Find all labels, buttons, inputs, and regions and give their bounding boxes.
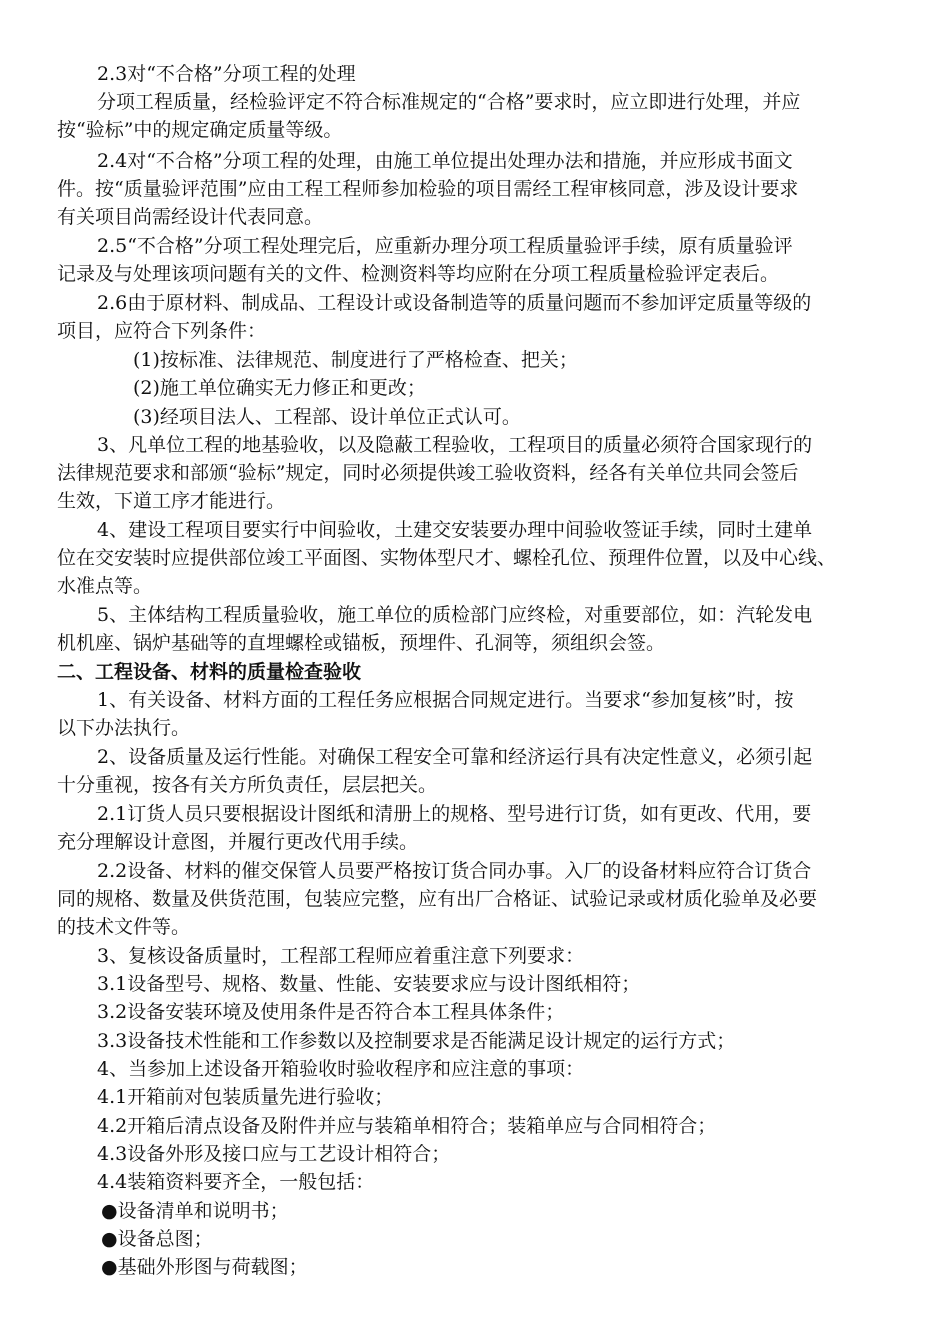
text-line: 项目，应符合下列条件： [57,320,267,342]
text-line: 按“验标”中的规定确定质量等级。 [57,119,343,141]
text-line: 有关项目尚需经设计代表同意。 [57,206,324,228]
text-line: 4.1开箱前对包装质量先进行验收； [97,1086,394,1108]
text-line: 件。按“质量验评范围”应由工程工程师参加检验的项目需经工程审核同意，涉及设计要求 [57,178,799,200]
text-line: 2.6由于原材料、制成品、工程设计或设备制造等的质量问题而不参加评定质量等级的 [97,292,812,314]
list-item: (2)施工单位确实无力修正和更改； [133,377,426,399]
list-item: (3)经项目法人、工程部、设计单位正式认可。 [133,406,521,428]
text-line: 生效，下道工序才能进行。 [57,490,286,512]
text-line: 4.4装箱资料要齐全，一般包括： [97,1171,375,1193]
text-line: 2.2设备、材料的催交保管人员要严格按订货合同办事。入厂的设备材料应符合订货合 [97,860,812,882]
bullet-item: ●设备清单和说明书； [101,1200,289,1222]
text-line: 分项工程质量，经检验评定不符合标准规定的“合格”要求时，应立即进行处理，并应 [97,91,801,113]
text-line: 4.2开箱后清点设备及附件并应与装箱单相符合；装箱单应与合同相符合； [97,1115,717,1137]
text-line: 3.3设备技术性能和工作参数以及控制要求是否能满足设计规定的运行方式； [97,1030,736,1052]
text-line: 记录及与处理该项问题有关的文件、检测资料等均应附在分项工程质量检验评定表后。 [57,263,780,285]
section-heading: 二、工程设备、材料的质量检查验收 [57,661,362,683]
bullet-item: ●基础外形图与荷载图； [101,1256,308,1278]
text-line: 4、建设工程项目要实行中间验收，土建交安装要办理中间验收签证手续，同时土建单 [97,519,813,541]
text-line: 以下办法执行。 [57,717,191,739]
text-line: 5、主体结构工程质量验收，施工单位的质检部门应终检，对重要部位，如：汽轮发电 [97,604,813,626]
text-line: 2.3对“不合格”分项工程的处理 [97,63,356,85]
text-line: 2、设备质量及运行性能。对确保工程安全可靠和经济运行具有决定性意义，必须引起 [97,746,813,768]
text-line: 2.4对“不合格”分项工程的处理，由施工单位提出处理办法和措施，并应形成书面文 [97,150,793,172]
text-line: 位在交安装时应提供部位竣工平面图、实物体型尺才、螺栓孔位、预理件位置，以及中心线、 [57,547,837,569]
text-line: 3、凡单位工程的地基验收，以及隐蔽工程验收，工程项目的质量必须符合国家现行的 [97,434,813,456]
text-line: 2.1订货人员只要根据设计图纸和清册上的规格、型号进行订货，如有更改、代用，要 [97,803,812,825]
text-line: 同的规格、数量及供货范围，包装应完整，应有出厂合格证、试验记录或材质化验单及必要 [57,888,818,910]
text-line: 十分重视，按各有关方所负责任，层层把关。 [57,774,438,796]
text-line: 充分理解设计意图，并履行更改代用手续。 [57,831,419,853]
text-line: 4、当参加上述设备开箱验收时验收程序和应注意的事项： [97,1058,585,1080]
text-line: 2.5“不合格”分项工程处理完后，应重新办理分项工程质量验评手续，原有质量验评 [97,235,793,257]
text-line: 水准点等。 [57,575,153,597]
text-line: 4.3设备外形及接口应与工艺设计相符合； [97,1143,451,1165]
text-line: 3.1设备型号、规格、数量、性能、安装要求应与设计图纸相符； [97,973,641,995]
text-line: 3.2设备安装环境及使用条件是否符合本工程具体条件； [97,1001,565,1023]
list-item: (1)按标准、法律规范、制度进行了严格检查、把关； [133,349,578,371]
bullet-item: ●设备总图； [101,1228,213,1250]
text-line: 1、有关设备、材料方面的工程任务应根据合同规定进行。当要求“参加复核”时，按 [97,689,794,711]
text-line: 的技术文件等。 [57,916,191,938]
text-line: 3、复核设备质量时，工程部工程师应着重注意下列要求： [97,945,585,967]
text-line: 机机座、锅炉基础等的直埋螺栓或锚板，预埋件、孔洞等，须组织会签。 [57,632,666,654]
text-line: 法律规范要求和部颁“验标”规定，同时必须提供竣工验收资料，经各有关单位共同会签后 [57,462,799,484]
